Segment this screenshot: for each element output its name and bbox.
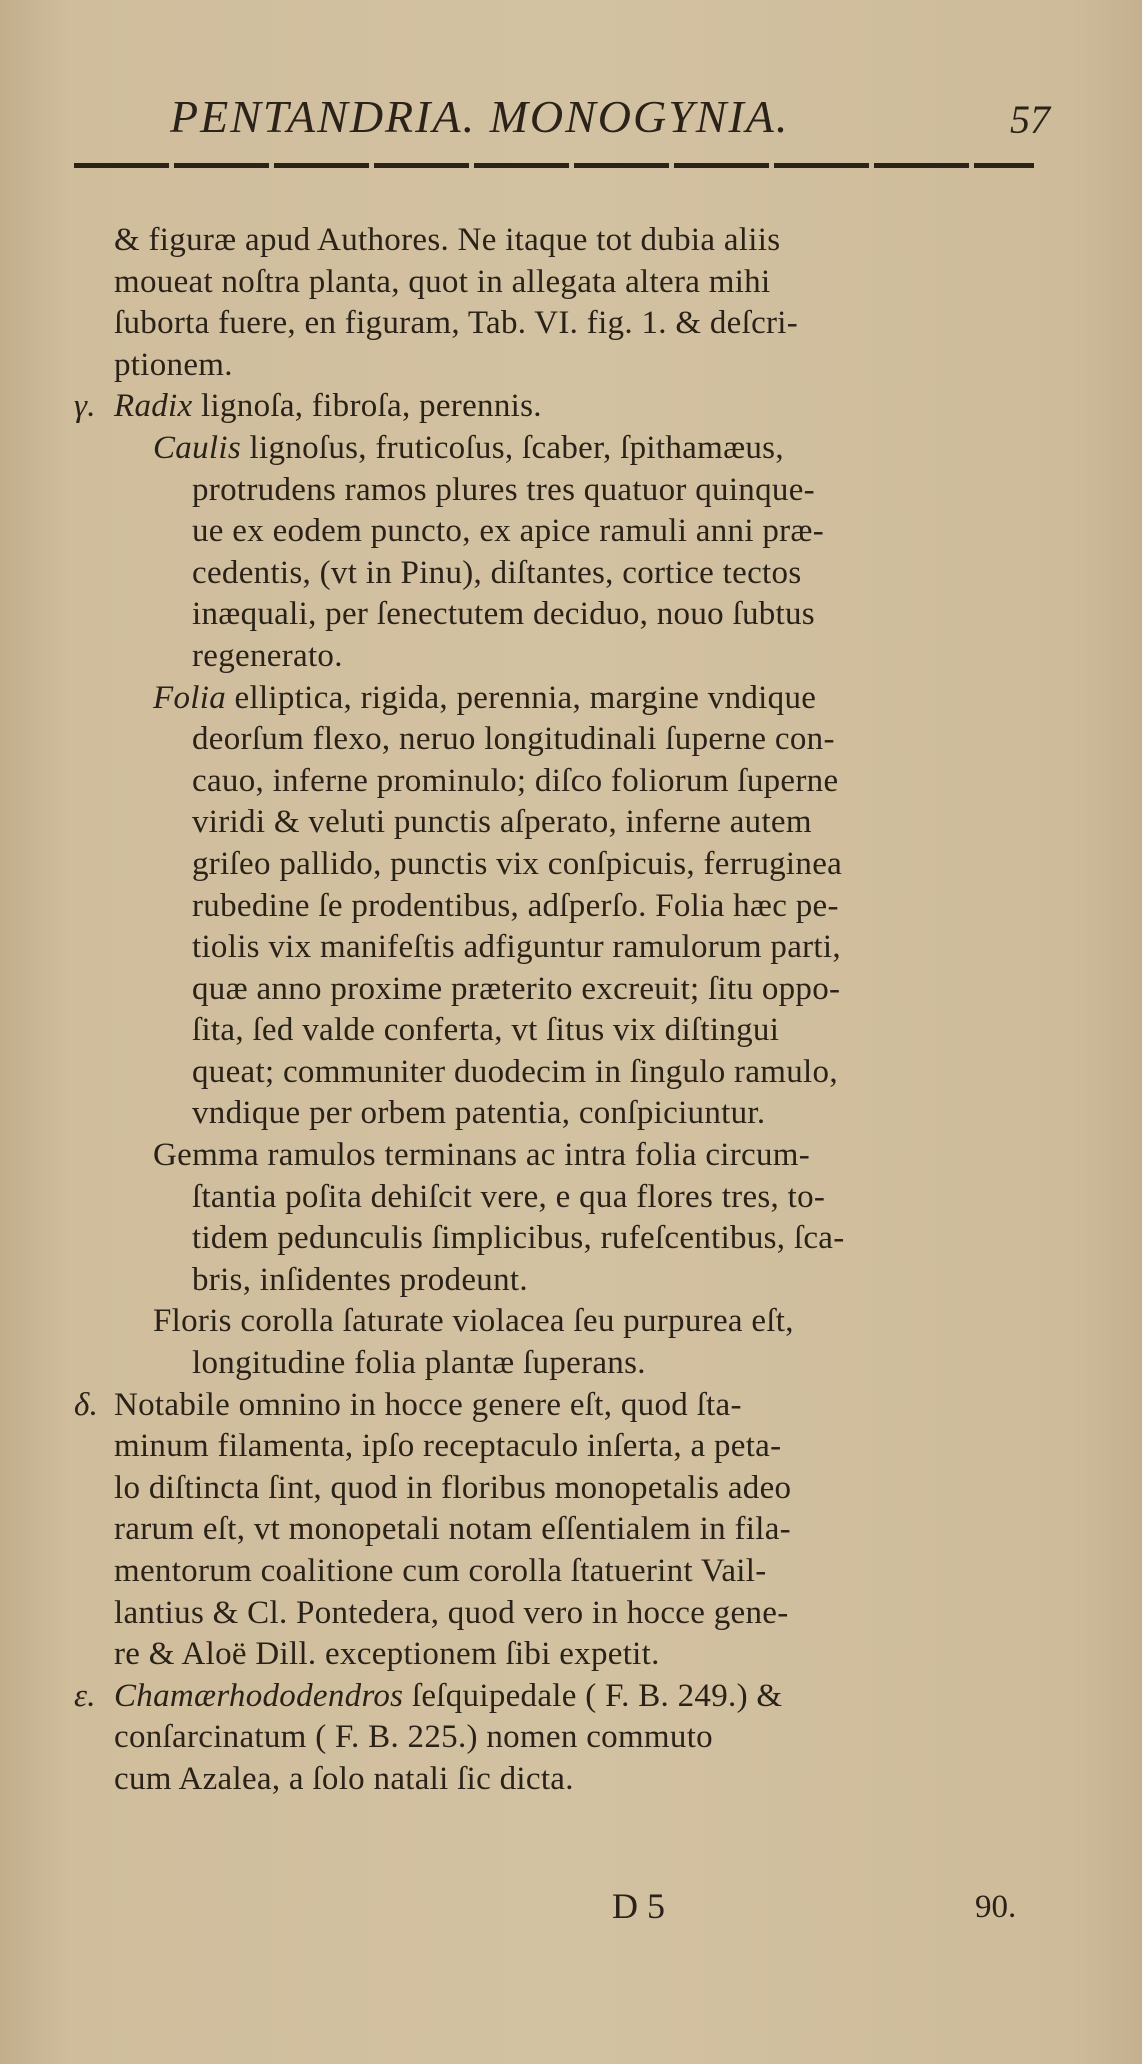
text-line — [108, 1634, 1048, 1676]
line-text: queat; communiter duodecim in ſingulo ramulo, — [192, 1053, 838, 1090]
text-line — [108, 594, 1048, 636]
body-text — [74, 220, 1048, 1801]
text-line — [108, 1301, 1048, 1343]
line-text: ptionem. — [114, 346, 233, 383]
text-line — [108, 969, 1048, 1011]
page-footer — [0, 1885, 1142, 1935]
text-line — [108, 927, 1048, 969]
text-line — [108, 1551, 1048, 1593]
text-line — [108, 636, 1048, 678]
section-marker: γ. — [74, 388, 96, 425]
text-line — [108, 220, 1048, 262]
section-marker: δ. — [74, 1386, 99, 1423]
line-text: protrudens ramos plures tres quatuor quinque- — [192, 471, 815, 508]
line-text: ue ex eodem puncto, ex apice ramuli anni præ- — [192, 513, 825, 550]
text-line — [108, 802, 1048, 844]
text-line — [108, 844, 1048, 886]
text-line — [108, 1426, 1048, 1468]
running-title: PENTANDRIA. MONOGYNIA. — [170, 91, 790, 142]
text-line — [108, 1509, 1048, 1551]
text-line — [74, 1676, 1048, 1718]
catchword: 90. — [975, 1889, 1017, 1925]
line-text: ſtantia poſita dehiſcit vere, e qua flores tres, to- — [192, 1178, 826, 1215]
line-text: conſarcinatum ( F. B. 225.) nomen commuto — [114, 1719, 713, 1756]
text-line — [108, 1177, 1048, 1219]
header-rule — [74, 163, 1034, 168]
text-line — [108, 1717, 1048, 1759]
line-text: longitudine folia plantæ ſuperans. — [192, 1345, 646, 1382]
text-line — [108, 470, 1048, 512]
text-line — [108, 719, 1048, 761]
text-line — [108, 1218, 1048, 1260]
lead-term: Radix — [114, 388, 193, 425]
line-text: tidem pedunculis ſimplicibus, rufeſcentibus, ſca- — [192, 1220, 845, 1257]
line-text: rarum eſt, vt monopetali notam eſſentialem in fila- — [114, 1511, 791, 1548]
line-text: quæ anno proxime præterito excreuit; ſitu oppo- — [192, 970, 841, 1007]
line-text: vndique per orbem patentia, conſpiciuntur. — [192, 1095, 766, 1132]
line-text: cum Azalea, a ſolo natali ſic dicta. — [114, 1760, 574, 1797]
lead-term: Caulis — [153, 429, 241, 466]
text-line — [108, 886, 1048, 928]
text-line — [108, 1093, 1048, 1135]
text-line — [108, 345, 1048, 387]
page-header — [170, 90, 1050, 150]
line-text: lignoſa, fibroſa, perennis. — [192, 388, 542, 425]
line-text: griſeo pallido, punctis vix conſpicuis, ferruginea — [192, 845, 843, 882]
section-marker: ε. — [74, 1677, 96, 1714]
text-line — [108, 303, 1048, 345]
line-text: deorſum flexo, neruo longitudinali ſuperne con- — [192, 721, 835, 758]
line-text: lignoſus, fruticoſus, ſcaber, ſpithamæus, — [241, 429, 784, 466]
line-text: regenerato. — [192, 637, 343, 674]
text-line — [108, 1759, 1048, 1801]
text-line — [108, 678, 1048, 720]
line-text: cedentis, (vt in Pinu), diſtantes, cortice tectos — [192, 554, 802, 591]
line-text: Notabile omnino in hocce genere eſt, quod ſta- — [114, 1386, 742, 1423]
lead-term: Folia — [153, 679, 226, 716]
text-line — [108, 1343, 1048, 1385]
line-text: Gemma ramulos terminans ac intra folia circum- — [153, 1137, 811, 1174]
text-line — [108, 1135, 1048, 1177]
text-line — [74, 1385, 1048, 1427]
line-text: moueat noſtra planta, quot in allegata altera mihi — [114, 263, 771, 300]
line-text: re & Aloë Dill. exceptionem ſibi expetit. — [114, 1636, 660, 1673]
text-line — [108, 511, 1048, 553]
lead-term: Chamærhododendros — [114, 1677, 404, 1714]
text-line — [108, 1052, 1048, 1094]
line-text: ſuborta fuere, en figuram, Tab. VI. fig. 1. & deſcri- — [114, 305, 799, 342]
text-line — [108, 1260, 1048, 1302]
text-line — [108, 1468, 1048, 1510]
line-text: inæquali, per ſenectutem deciduo, nouo ſubtus — [192, 596, 815, 633]
text-line — [108, 428, 1048, 470]
text-line — [108, 1593, 1048, 1635]
line-text: mentorum coalitione cum corolla ſtatuerint Vail- — [114, 1553, 767, 1589]
line-text: Floris corolla ſaturate violacea ſeu purpurea eſt, — [153, 1303, 794, 1340]
text-line — [108, 262, 1048, 304]
line-text: bris, inſidentes prodeunt. — [192, 1261, 528, 1298]
line-text: rubedine ſe prodentibus, adſperſo. Folia hæc pe- — [192, 887, 839, 924]
text-line — [108, 761, 1048, 803]
line-text: & figuræ apud Authores. Ne itaque tot dubia aliis — [114, 222, 781, 258]
line-text: lantius & Cl. Pontedera, quod vero in hocce gene- — [114, 1594, 789, 1631]
line-text: tiolis vix manifeſtis adfiguntur ramulorum parti, — [192, 929, 841, 966]
page-number: 57 — [1010, 97, 1050, 142]
text-line — [108, 1010, 1048, 1052]
line-text: viridi & veluti punctis aſperato, inferne autem — [192, 804, 812, 841]
line-text: cauo, inferne prominulo; diſco foliorum ſuperne — [192, 762, 839, 799]
line-text: lo diſtincta ſint, quod in floribus monopetalis adeo — [114, 1469, 792, 1506]
line-text: minum filamenta, ipſo receptaculo inſerta, a peta- — [114, 1428, 782, 1465]
line-text: ſeſquipedale ( F. B. 249.) & — [403, 1677, 783, 1714]
line-text: ſita, ſed valde conferta, vt ſitus vix diſtingui — [192, 1012, 780, 1049]
text-line — [108, 553, 1048, 595]
line-text: elliptica, rigida, perennia, margine vndique — [226, 679, 817, 716]
signature-mark: D 5 — [612, 1886, 665, 1926]
text-line — [74, 386, 1048, 428]
